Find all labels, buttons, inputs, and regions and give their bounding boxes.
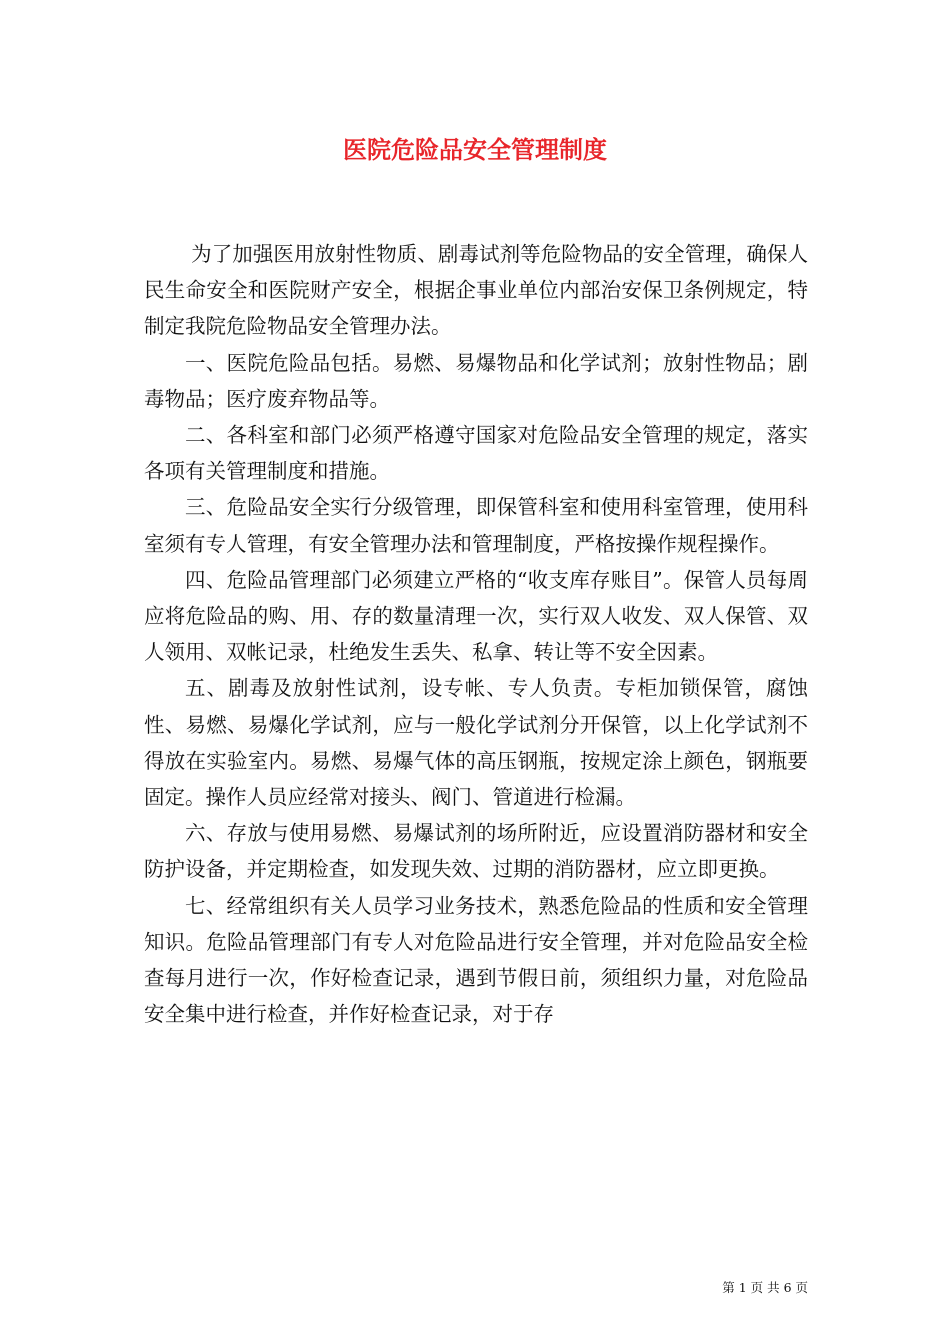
document-body — [144, 236, 808, 1032]
paragraph-intro: 为了加强医用放射性物质、剧毒试剂等危险物品的安全管理，确保人民生命安全和医院财产安全，根据企事业单位内部治安保卫条例规定，特制定我院危险物品安全管理办法。 — [144, 242, 808, 339]
paragraph-item-2: 二、各科室和部门必须严格遵守国家对危险品安全管理的规定，落实各项有关管理制度和措施。 — [144, 423, 808, 484]
paragraph-item-1: 一、医院危险品包括。易燃、易爆物品和化学试剂；放射性物品；剧毒物品；医疗废弃物品等。 — [144, 350, 808, 411]
paragraph-item-5: 五、剧毒及放射性试剂，设专帐、专人负责。专柜加锁保管，腐蚀性、易燃、易爆化学试剂，应与一般化学试剂分开保管，以上化学试剂不得放在实验室内。易燃、易爆气体的高压钢瓶，按规定涂上颜色，钢瓶要固定。操作人员应经常对接头、阀门、管道进行检漏。 — [144, 676, 808, 810]
page-number: 第 1 页 共 6 页 — [722, 1280, 808, 1295]
paragraph-item-6: 六、存放与使用易燃、易爆试剂的场所附近，应设置消防器材和安全防护设备，并定期检查，如发现失效、过期的消防器材，应立即更换。 — [144, 821, 808, 882]
paragraph-item-7: 七、经常组织有关人员学习业务技术，熟悉危险品的性质和安全管理知识。危险品管理部门有专人对危险品进行安全管理，并对危险品安全检查每月进行一次，作好检查记录，遇到节假日前，须组织力量，对危险品安全集中进行检查，并作好检查记录，对于存 — [144, 893, 808, 1027]
paragraph-item-3: 三、危险品安全实行分级管理，即保管科室和使用科室管理，使用科室须有专人管理，有安全管理办法和管理制度，严格按操作规程操作。 — [144, 495, 808, 556]
document-title: 医院危险品安全管理制度 — [343, 135, 607, 164]
paragraph-item-4: 四、危险品管理部门必须建立严格的“收支库存账目”。保管人员每周应将危险品的购、用、存的数量清理一次，实行双人收发、双人保管、双人领用、双帐记录，杜绝发生丢失、私拿、转让等不安全因素。 — [144, 567, 808, 665]
